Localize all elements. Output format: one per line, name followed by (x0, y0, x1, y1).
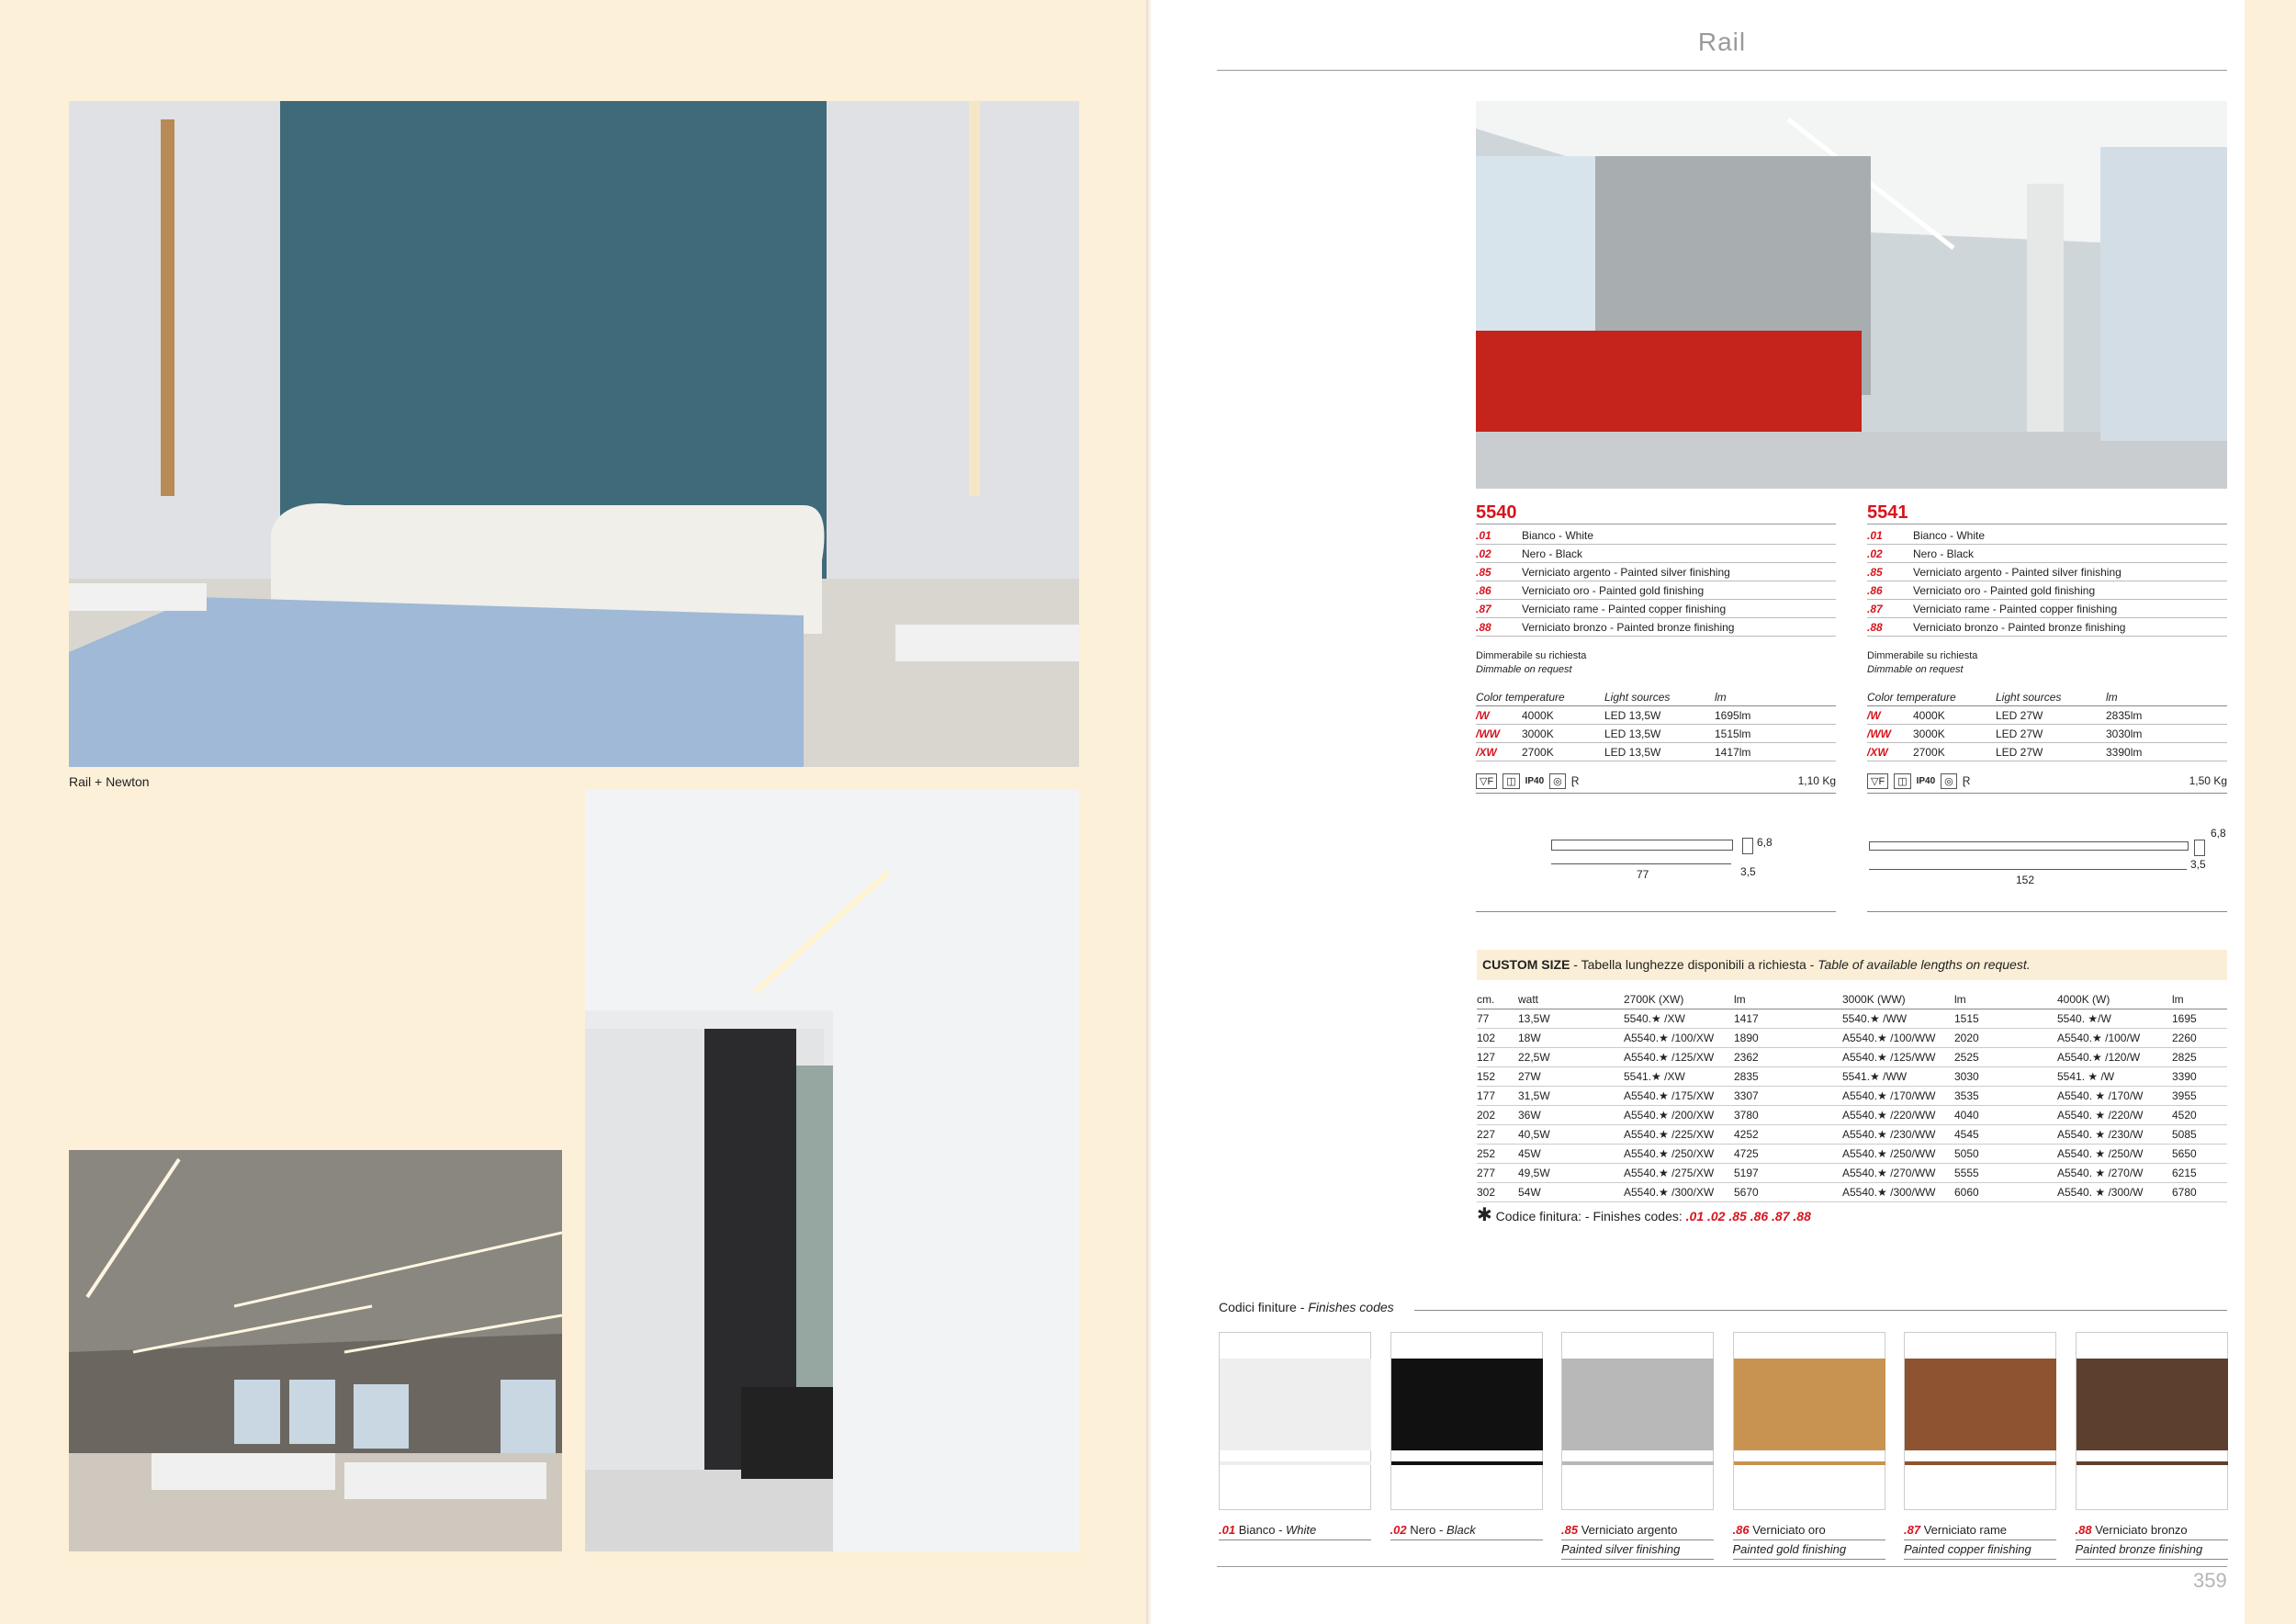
finish-code: .85 (1867, 565, 1883, 579)
custom-size-header (1477, 950, 2227, 980)
swatch-line (1562, 1461, 1714, 1465)
custom-table-row (1477, 1029, 2227, 1048)
row-temp: 4000K (1913, 708, 1945, 722)
f-mark-icon: ▽F (1476, 773, 1497, 789)
col-source: Light sources (1996, 690, 2062, 704)
finish-name-en: Painted gold finishing (1733, 1540, 1885, 1560)
custom-cell: 27W (1518, 1070, 1541, 1083)
custom-cell: 5085 (2172, 1128, 2197, 1141)
swatch-color (1391, 1359, 1543, 1450)
custom-cell: 3780 (1734, 1109, 1759, 1122)
custom-cell: 2362 (1734, 1051, 1759, 1064)
custom-cell: 252 (1477, 1147, 1496, 1160)
finish-label (1390, 1521, 1543, 1540)
custom-cell: 49,5W (1518, 1167, 1550, 1179)
ip-rating: IP40 (1916, 775, 1936, 786)
custom-cell: A5540.★ /275/XW (1624, 1167, 1715, 1179)
col-lm: lm (1715, 690, 1727, 704)
finish-label (1733, 1521, 1885, 1560)
dimmable-note (1476, 649, 1836, 677)
dim-height: 6,8 (2211, 827, 2226, 840)
custom-cell: 1515 (1954, 1012, 1979, 1025)
dim-line (1551, 863, 1731, 864)
custom-cell: A5540.★ /250/WW (1842, 1147, 1936, 1160)
custom-cell: 4725 (1734, 1147, 1759, 1160)
title-rule (1217, 70, 2227, 71)
row-lm: 1515lm (1715, 727, 1751, 740)
profile-side (1869, 841, 2189, 851)
custom-cell: 4252 (1734, 1128, 1759, 1141)
custom-cell: 202 (1477, 1109, 1496, 1122)
product-5540 (1476, 503, 1836, 794)
temperature-icon: ◎ (1549, 773, 1566, 789)
custom-cell: A5540.★ /300/XW (1624, 1186, 1715, 1199)
dim-line (1869, 869, 2187, 870)
dimmable-it: Dimmerabile su richiesta (1867, 650, 1978, 661)
weight: 1,50 Kg (2189, 774, 2227, 787)
finish-desc: Verniciato argento - Painted silver finishing (1522, 565, 1730, 579)
col-cm: cm. (1477, 993, 1495, 1006)
finish-code: .02 (1390, 1523, 1407, 1537)
product-code: 5541 (1867, 502, 1908, 523)
finish-code: .02 (1476, 547, 1491, 560)
finish-code: .87 (1867, 602, 1883, 615)
cert-icons (1867, 769, 2227, 794)
light-row (1476, 706, 1836, 725)
finish-row (1476, 563, 1836, 581)
row-code: /XW (1476, 745, 1497, 759)
light-row (1476, 743, 1836, 761)
row-lm: 2835lm (2106, 708, 2143, 722)
col-lm: lm (1734, 993, 1746, 1006)
finish-swatch (1390, 1332, 1543, 1510)
col-lm: lm (1954, 993, 1966, 1006)
finish-label (2076, 1521, 2228, 1560)
row-source: LED 27W (1996, 708, 2043, 722)
dimmable-en: Dimmable on request (1867, 664, 1964, 675)
finish-code: .88 (2075, 1523, 2092, 1537)
weight: 1,10 Kg (1797, 774, 1836, 787)
row-code: /W (1867, 708, 1881, 722)
finish-row (1476, 600, 1836, 618)
right-margin-strip (2245, 0, 2296, 1624)
finish-desc: Verniciato bronzo - Painted bronze finishing (1522, 620, 1735, 634)
temperature-icon: ◎ (1941, 773, 1957, 789)
custom-cell: 18W (1518, 1032, 1541, 1044)
row-temp: 2700K (1913, 745, 1945, 759)
custom-cell: A5540.★ /250/XW (1624, 1147, 1715, 1160)
custom-cell: 5540.★ /XW (1624, 1012, 1685, 1025)
rule (1476, 911, 1836, 912)
finish-row (1476, 618, 1836, 637)
page-title: Rail (1697, 28, 1747, 56)
col-xw: 2700K (XW) (1624, 993, 1684, 1006)
page-fold (1146, 0, 1152, 1624)
finish-name-it: Verniciato oro (1752, 1523, 1826, 1537)
finish-code: .85 (1561, 1523, 1579, 1537)
custom-table-row (1477, 1145, 2227, 1164)
finish-code: .88 (1867, 620, 1883, 634)
finish-swatch (1561, 1332, 1714, 1510)
finish-label-it (1390, 1521, 1543, 1540)
classroom-photo (69, 1150, 562, 1551)
custom-cell: 1417 (1734, 1012, 1759, 1025)
finish-code: .85 (1476, 565, 1491, 579)
custom-cell: A5540.★ /100/W (2057, 1032, 2141, 1044)
light-table-header (1476, 688, 1836, 706)
row-source: LED 13,5W (1604, 708, 1661, 722)
finish-desc: Bianco - White (1913, 528, 1986, 542)
finish-row (1867, 563, 2227, 581)
light-table (1476, 688, 1836, 761)
row-code: /WW (1476, 727, 1500, 740)
swatch-color (1220, 1359, 1371, 1450)
finish-code: .86 (1732, 1523, 1750, 1537)
finish-desc: Bianco - White (1522, 528, 1594, 542)
cert-icons (1476, 769, 1836, 794)
custom-cell: A5540.★ /100/XW (1624, 1032, 1715, 1044)
custom-cell: 6215 (2172, 1167, 2197, 1179)
custom-table-row (1477, 1009, 2227, 1029)
finish-label-it (1219, 1521, 1371, 1540)
finish-desc: Nero - Black (1522, 547, 1583, 560)
row-code: /XW (1867, 745, 1888, 759)
dim-depth: 3,5 (2190, 858, 2206, 871)
custom-cell: A5540.★ /125/XW (1624, 1051, 1715, 1064)
custom-cell: 1890 (1734, 1032, 1759, 1044)
swatch-color (1734, 1359, 1885, 1450)
finish-desc: Nero - Black (1913, 547, 1975, 560)
finish-codes-footnote (1477, 1203, 1811, 1226)
finish-swatch (1219, 1332, 1371, 1510)
corridor-photo (585, 790, 1079, 1551)
custom-cell: A5540.★ /170/WW (1842, 1089, 1936, 1102)
r-mark-icon: Ɽ (1570, 774, 1580, 787)
finishes-rule (1414, 1310, 2227, 1311)
custom-table-row (1477, 1106, 2227, 1125)
custom-cell: 152 (1477, 1070, 1496, 1083)
row-code: /WW (1867, 727, 1891, 740)
finish-row (1867, 526, 2227, 545)
finish-name-en: Painted bronze finishing (2076, 1540, 2228, 1560)
swatch-line (1391, 1461, 1543, 1465)
swatch-line (1734, 1461, 1885, 1465)
custom-cell: A5540.★ /270/WW (1842, 1167, 1936, 1179)
custom-cell: 4040 (1954, 1109, 1979, 1122)
custom-cell: 177 (1477, 1089, 1496, 1102)
swatch-line (1905, 1461, 2056, 1465)
finish-desc: Verniciato argento - Painted silver finishing (1913, 565, 2122, 579)
finish-desc: Verniciato oro - Painted gold finishing (1522, 583, 1705, 597)
light-row (1867, 743, 2227, 761)
bedroom-photo (69, 101, 1079, 767)
col-lm: lm (2172, 993, 2184, 1006)
custom-table-row (1477, 1164, 2227, 1183)
custom-cell: 102 (1477, 1032, 1496, 1044)
finishes-title (1219, 1300, 1394, 1314)
col-lm: lm (2106, 690, 2118, 704)
custom-cell: A5540.★ /120/W (2057, 1051, 2141, 1064)
finish-desc: Verniciato oro - Painted gold finishing (1913, 583, 2096, 597)
finish-swatch (1904, 1332, 2056, 1510)
custom-cell: 5540.★ /WW (1842, 1012, 1908, 1025)
custom-cell: 4520 (2172, 1109, 2197, 1122)
custom-cell: 5555 (1954, 1167, 1979, 1179)
custom-cell: A5540. ★ /170/W (2057, 1089, 2144, 1102)
finish-code: .87 (1904, 1523, 1921, 1537)
custom-cell: 2020 (1954, 1032, 1979, 1044)
custom-cell: 302 (1477, 1186, 1496, 1199)
dimmable-note (1867, 649, 2227, 677)
finish-name-it: Verniciato bronzo (2095, 1523, 2188, 1537)
bottom-rule (1217, 1566, 2227, 1567)
custom-cell: 5541.★ /XW (1624, 1070, 1685, 1083)
finish-name-en: Painted copper finishing (1904, 1540, 2056, 1560)
custom-cell: 5540. ★/W (2057, 1012, 2111, 1025)
custom-cell: 3307 (1734, 1089, 1759, 1102)
custom-cell: 54W (1518, 1186, 1541, 1199)
col-temp: Color temperature (1867, 690, 1956, 704)
dim-height: 6,8 (1757, 836, 1773, 849)
profile-section (2194, 840, 2205, 856)
dim-length: 152 (2016, 874, 2035, 886)
row-temp: 4000K (1522, 708, 1554, 722)
custom-cell: 2825 (2172, 1051, 2197, 1064)
photo-caption: Rail + Newton (69, 774, 150, 789)
light-row (1867, 725, 2227, 743)
custom-cell: 45W (1518, 1147, 1541, 1160)
finishes-title-en: Finishes codes (1308, 1300, 1394, 1314)
finish-label-it (2076, 1521, 2228, 1540)
finish-label-it (1561, 1521, 1714, 1540)
product-5541 (1867, 503, 2227, 794)
custom-table-row (1477, 1048, 2227, 1067)
product-code: 5540 (1476, 502, 1517, 523)
finish-label (1904, 1521, 2056, 1560)
row-lm: 3030lm (2106, 727, 2143, 740)
f-mark-icon: ▽F (1867, 773, 1888, 789)
custom-size-label: CUSTOM SIZE (1482, 957, 1570, 972)
col-watt: watt (1518, 993, 1539, 1006)
custom-cell: A5540.★ /220/WW (1842, 1109, 1936, 1122)
custom-cell: 5050 (1954, 1147, 1979, 1160)
swatch-line (1220, 1461, 1371, 1465)
dimmable-en: Dimmable on request (1476, 664, 1572, 675)
custom-table-row (1477, 1087, 2227, 1106)
custom-cell: A5540.★ /100/WW (1842, 1032, 1936, 1044)
custom-table-row (1477, 1183, 2227, 1202)
finishes-title-it: Codici finiture - (1219, 1300, 1309, 1314)
custom-size-text-en: Table of available lengths on request. (1818, 957, 2031, 972)
footnote-codes: .01 .02 .85 .86 .87 .88 (1685, 1209, 1811, 1224)
row-source: LED 13,5W (1604, 745, 1661, 759)
finish-row (1476, 545, 1836, 563)
custom-cell: 36W (1518, 1109, 1541, 1122)
custom-cell: 127 (1477, 1051, 1496, 1064)
dimmable-it: Dimmerabile su richiesta (1476, 650, 1587, 661)
finish-row (1476, 581, 1836, 600)
finish-name-it: Bianco - (1238, 1523, 1287, 1537)
custom-cell: 5541.★ /WW (1842, 1070, 1908, 1083)
row-lm: 1695lm (1715, 708, 1751, 722)
finish-desc: Verniciato rame - Painted copper finishing (1522, 602, 1727, 615)
class-icon: ◫ (1503, 773, 1519, 789)
custom-cell: 5650 (2172, 1147, 2197, 1160)
custom-cell: 2260 (2172, 1032, 2197, 1044)
custom-cell: 1695 (2172, 1012, 2197, 1025)
profile-section (1742, 838, 1753, 854)
custom-cell: 5670 (1734, 1186, 1759, 1199)
custom-cell: 2835 (1734, 1070, 1759, 1083)
custom-cell: 3390 (2172, 1070, 2197, 1083)
finish-label-it (1904, 1521, 2056, 1540)
row-source: LED 27W (1996, 745, 2043, 759)
dimension-drawing-5540 (1476, 827, 1836, 914)
swatch-color (1562, 1359, 1714, 1450)
finish-label-it (1733, 1521, 1885, 1540)
swatch-color (1905, 1359, 2056, 1450)
finish-name-it: Nero - (1410, 1523, 1446, 1537)
custom-cell: A5540. ★ /220/W (2057, 1109, 2144, 1122)
page-number: 359 (2193, 1569, 2227, 1592)
finish-desc: Verniciato rame - Painted copper finishing (1913, 602, 2118, 615)
custom-cell: 22,5W (1518, 1051, 1550, 1064)
footnote-text: Codice finitura: - Finishes codes: (1495, 1209, 1686, 1224)
finish-code: .86 (1867, 583, 1883, 597)
row-source: LED 13,5W (1604, 727, 1661, 740)
finish-swatch (2076, 1332, 2228, 1510)
finish-code: .01 (1219, 1523, 1236, 1537)
finish-label (1219, 1521, 1371, 1540)
custom-size-table (1477, 990, 2227, 1202)
row-lm: 3390lm (2106, 745, 2143, 759)
custom-cell: 3535 (1954, 1089, 1979, 1102)
row-temp: 3000K (1913, 727, 1945, 740)
finish-row (1867, 545, 2227, 563)
custom-cell: A5540. ★ /300/W (2057, 1186, 2144, 1199)
finish-desc: Verniciato bronzo - Painted bronze finishing (1913, 620, 2126, 634)
finish-code: .88 (1476, 620, 1491, 634)
col-source: Light sources (1604, 690, 1671, 704)
finish-code: .01 (1476, 528, 1491, 542)
custom-cell: A5540. ★ /250/W (2057, 1147, 2144, 1160)
light-row (1867, 706, 2227, 725)
custom-cell: 40,5W (1518, 1128, 1550, 1141)
finish-name-it: Verniciato rame (1923, 1523, 2008, 1537)
custom-table-body (1477, 1009, 2227, 1202)
dim-length: 77 (1637, 868, 1649, 881)
custom-cell: 13,5W (1518, 1012, 1550, 1025)
custom-cell: A5540.★ /200/XW (1624, 1109, 1715, 1122)
light-table-header (1867, 688, 2227, 706)
col-temp: Color temperature (1476, 690, 1565, 704)
finish-name-en: Black (1446, 1523, 1476, 1537)
custom-size-text-it: - Tabella lunghezze disponibili a richiesta - (1570, 957, 1818, 972)
finish-code: .02 (1867, 547, 1883, 560)
custom-cell: A5540. ★ /270/W (2057, 1167, 2144, 1179)
ip-rating: IP40 (1525, 775, 1545, 786)
custom-cell: 5541. ★ /W (2057, 1070, 2115, 1083)
finish-name-en: Painted silver finishing (1561, 1540, 1714, 1560)
light-row (1476, 725, 1836, 743)
custom-table-row (1477, 1125, 2227, 1145)
custom-cell: A5540.★ /225/XW (1624, 1128, 1715, 1141)
custom-table-row (1477, 1067, 2227, 1087)
swatch-color (2077, 1359, 2228, 1450)
finish-code: .01 (1867, 528, 1883, 542)
dim-depth: 3,5 (1740, 865, 1756, 878)
custom-cell: A5540.★ /230/WW (1842, 1128, 1936, 1141)
finish-name-it: Verniciato argento (1581, 1523, 1678, 1537)
rule (1867, 911, 2227, 912)
finish-row (1476, 526, 1836, 545)
custom-cell: 6060 (1954, 1186, 1979, 1199)
finish-swatch (1733, 1332, 1885, 1510)
row-temp: 3000K (1522, 727, 1554, 740)
swatch-line (2077, 1461, 2228, 1465)
custom-cell: 3030 (1954, 1070, 1979, 1083)
finish-code: .86 (1476, 583, 1491, 597)
custom-cell: 4545 (1954, 1128, 1979, 1141)
asterisk-icon: ✱ (1477, 1205, 1492, 1225)
custom-cell: 6780 (2172, 1186, 2197, 1199)
row-temp: 2700K (1522, 745, 1554, 759)
custom-cell: 5197 (1734, 1167, 1759, 1179)
row-code: /W (1476, 708, 1490, 722)
light-table (1867, 688, 2227, 761)
profile-side (1551, 840, 1733, 851)
custom-cell: A5540.★ /300/WW (1842, 1186, 1936, 1199)
custom-cell: A5540.★ /175/XW (1624, 1089, 1715, 1102)
hero-photo (1476, 101, 2227, 489)
custom-table-header (1477, 990, 2227, 1009)
col-w: 4000K (W) (2057, 993, 2110, 1006)
finish-row (1867, 618, 2227, 637)
custom-cell: 277 (1477, 1167, 1496, 1179)
finish-label (1561, 1521, 1714, 1560)
row-lm: 1417lm (1715, 745, 1751, 759)
custom-cell: 3955 (2172, 1089, 2197, 1102)
class-icon: ◫ (1894, 773, 1910, 789)
finish-name-en: White (1286, 1523, 1317, 1537)
custom-cell: 2525 (1954, 1051, 1979, 1064)
row-source: LED 27W (1996, 727, 2043, 740)
custom-cell: A5540. ★ /230/W (2057, 1128, 2144, 1141)
custom-cell: 77 (1477, 1012, 1490, 1025)
finish-code: .87 (1476, 602, 1491, 615)
finish-row (1867, 600, 2227, 618)
col-ww: 3000K (WW) (1842, 993, 1906, 1006)
r-mark-icon: Ɽ (1962, 774, 1971, 787)
custom-cell: A5540.★ /125/WW (1842, 1051, 1936, 1064)
custom-cell: 31,5W (1518, 1089, 1550, 1102)
finish-row (1867, 581, 2227, 600)
dimension-drawing-5541 (1867, 827, 2227, 914)
custom-cell: 227 (1477, 1128, 1496, 1141)
